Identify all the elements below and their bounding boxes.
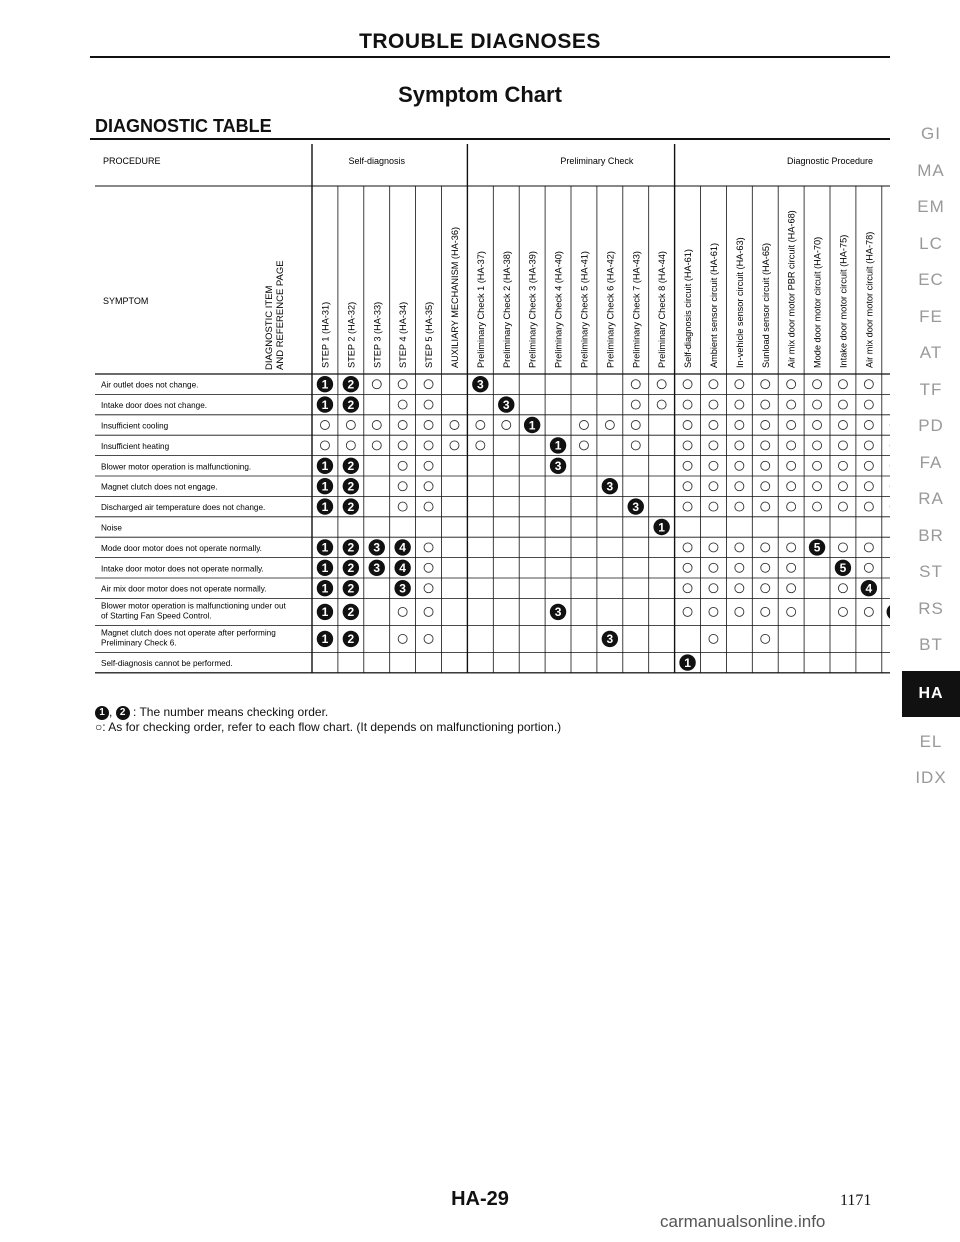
order-badge-number: 3	[502, 397, 510, 412]
circle-mark	[735, 502, 744, 511]
circle-mark	[864, 482, 873, 491]
circle-mark	[735, 421, 744, 430]
legend-order-text: : The number means checking order.	[133, 705, 329, 719]
subsection-rule	[90, 138, 890, 140]
order-badge-number: 3	[632, 499, 640, 514]
symptom-text: Air outlet does not change.	[101, 380, 199, 390]
circle-mark	[424, 563, 433, 572]
circle-mark	[424, 607, 433, 616]
circle-mark	[709, 461, 718, 470]
symptom-text: of Starting Fan Speed Control.	[101, 611, 212, 621]
order-badge-number: 1	[321, 561, 329, 576]
circle-mark	[761, 607, 770, 616]
circle-mark	[709, 563, 718, 572]
section-tab-ra[interactable]: RA	[918, 489, 944, 509]
column-label: STEP 5 (HA-35)	[424, 301, 435, 368]
circle-mark	[372, 421, 381, 430]
circle-mark	[683, 380, 692, 389]
circle-mark	[761, 634, 770, 643]
symptom-text: Blower motor operation is malfunctioning.	[101, 462, 252, 472]
column-label: Preliminary Check 2 (HA-38)	[501, 251, 512, 368]
circle-mark	[761, 543, 770, 552]
section-tab-br[interactable]: BR	[918, 525, 944, 545]
order-badge-number: 1	[321, 377, 329, 392]
circle-mark	[787, 400, 796, 409]
order-badge-number: 3	[399, 581, 406, 596]
group-header-0: Self-diagnosis	[348, 156, 406, 166]
order-badge-number: 3	[606, 632, 614, 647]
circle-mark	[683, 441, 692, 450]
legend	[95, 705, 561, 734]
order-badge-number: 1	[321, 605, 329, 620]
order-badge	[887, 604, 890, 620]
subsection-title: DIAGNOSTIC TABLE	[95, 116, 272, 136]
circle-mark	[813, 441, 822, 450]
circle-mark	[761, 380, 770, 389]
circle-mark	[735, 584, 744, 593]
column-label: Preliminary Check 6 (HA-42)	[605, 251, 616, 368]
circle-mark	[476, 441, 485, 450]
order-badge-number: 1	[528, 418, 536, 433]
circle-mark	[787, 421, 796, 430]
circle-mark	[813, 502, 822, 511]
section-tab-fa[interactable]: FA	[919, 452, 943, 472]
circle-mark	[320, 441, 329, 450]
section-tab-rs[interactable]: RS	[918, 598, 944, 618]
circle-mark	[787, 502, 796, 511]
circle-mark	[683, 461, 692, 470]
circle-mark	[864, 421, 873, 430]
circle-mark	[813, 400, 822, 409]
column-label: Preliminary Check 3 (HA-39)	[527, 251, 538, 368]
column-label: In-vehicle sensor circuit (HA-63)	[734, 237, 745, 368]
circle-mark	[787, 563, 796, 572]
circle-mark	[450, 421, 459, 430]
order-badge-number: 3	[554, 459, 562, 474]
symptom-text: Mode door motor does not operate normally.	[101, 543, 262, 553]
circle-mark	[320, 421, 329, 430]
order-badge-number: 3	[606, 479, 614, 494]
symptom-text: Blower motor operation is malfunctioning under out	[101, 601, 286, 611]
circle-mark	[579, 441, 588, 450]
section-tab-pd[interactable]: PD	[918, 416, 944, 436]
section-tab-sidebar	[902, 116, 960, 797]
circle-mark	[683, 584, 692, 593]
circle-mark	[372, 441, 381, 450]
column-label: Mode door motor circuit (HA-70)	[812, 236, 823, 368]
section-title: Symptom Chart	[398, 82, 562, 107]
legend-circle-line	[95, 720, 561, 734]
order-badge-number: 3	[373, 540, 381, 555]
order-badge-number: 4	[865, 581, 873, 596]
circle-mark	[502, 421, 511, 430]
circle-mark	[579, 421, 588, 430]
circle-mark	[761, 421, 770, 430]
circle-mark	[787, 584, 796, 593]
order-badge-number: 2	[347, 540, 355, 555]
order-badge-number: 1	[321, 632, 329, 647]
order-badge-number: 2	[347, 561, 355, 576]
circle-mark	[709, 441, 718, 450]
circle-mark	[864, 400, 873, 409]
order-badge-number: 2	[347, 581, 355, 596]
circle-mark	[787, 461, 796, 470]
circle-mark	[398, 634, 407, 643]
circle-mark	[450, 441, 459, 450]
circle-mark	[838, 400, 847, 409]
symptom-text: Intake door does not change.	[101, 401, 208, 411]
legend-circle-text: : As for checking order, refer to each flow chart. (It depends on malfunctioning portion.)	[102, 719, 562, 734]
circle-mark	[631, 380, 640, 389]
order-badge-number: 1	[554, 438, 562, 453]
circle-mark	[631, 421, 640, 430]
circle-mark	[838, 461, 847, 470]
circle-mark	[398, 607, 407, 616]
diagnostic-table-svg	[95, 144, 890, 704]
procedure-label: PROCEDURE	[103, 156, 161, 166]
circle-mark	[761, 482, 770, 491]
circle-mark	[735, 563, 744, 572]
circle-mark	[864, 441, 873, 450]
circle-mark	[424, 461, 433, 470]
circle-mark	[735, 607, 744, 616]
column-label: AUXILIARY MECHANISM (HA-36)	[449, 226, 460, 368]
circle-mark	[864, 543, 873, 552]
order-badge-number: 1	[321, 479, 329, 494]
order-badge-number: 2	[347, 632, 355, 647]
circle-mark	[813, 461, 822, 470]
circle-mark	[424, 441, 433, 450]
column-label: Preliminary Check 7 (HA-43)	[631, 251, 642, 368]
column-label: Sunload sensor circuit (HA-65)	[760, 242, 771, 368]
symptom-text: Magnet clutch does not operate after performing	[101, 628, 276, 638]
circle-mark	[683, 502, 692, 511]
order-badge-number: 3	[554, 605, 562, 620]
order-badge-number: 1	[684, 655, 691, 670]
watermark: carmanualsonline.info	[660, 1212, 826, 1231]
column-label: Self-diagnosis circuit (HA-61)	[683, 249, 694, 368]
circle-mark	[709, 400, 718, 409]
section-tab-ec[interactable]: EC	[918, 270, 944, 290]
column-label: STEP 1 (HA-31)	[320, 301, 331, 368]
column-label: Preliminary Check 4 (HA-40)	[553, 251, 564, 368]
circle-mark	[605, 421, 614, 430]
circle-mark	[787, 543, 796, 552]
circle-mark	[683, 543, 692, 552]
section-tab-el[interactable]: EL	[919, 731, 943, 751]
circle-mark	[631, 441, 640, 450]
circle-mark	[735, 543, 744, 552]
circle-mark	[709, 482, 718, 491]
circle-mark	[709, 421, 718, 430]
circle-mark	[761, 441, 770, 450]
circle-mark	[709, 380, 718, 389]
circle-mark	[683, 563, 692, 572]
section-tab-lc[interactable]: LC	[919, 233, 943, 253]
circle-mark	[709, 607, 718, 616]
circle-mark	[424, 380, 433, 389]
circle-mark	[864, 502, 873, 511]
page-header-title: TROUBLE DIAGNOSES	[359, 30, 601, 53]
section-tab-tf[interactable]: TF	[919, 379, 943, 399]
circle-mark	[398, 502, 407, 511]
circle-mark	[838, 584, 847, 593]
order-badge-number: 4	[399, 540, 406, 555]
circle-mark	[424, 400, 433, 409]
column-label: Air mix door motor circuit (HA-78)	[864, 231, 875, 368]
circle-mark	[838, 482, 847, 491]
group-header-2: Diagnostic Procedure	[786, 156, 874, 166]
circle-mark	[709, 543, 718, 552]
order-badge-number: 1	[321, 499, 329, 514]
legend-order-line: 1 , 2 : The number means checking order.	[95, 705, 561, 720]
section-tab-em[interactable]: EM	[917, 197, 945, 217]
group-header-1: Preliminary Check	[560, 156, 634, 166]
section-tab-gi[interactable]: GI	[921, 124, 941, 144]
circle-mark	[398, 461, 407, 470]
circle-mark	[787, 482, 796, 491]
circle-mark	[657, 400, 666, 409]
page-label: HA-29	[451, 1188, 509, 1210]
circle-mark	[787, 441, 796, 450]
symptom-label: SYMPTOM	[103, 296, 149, 306]
section-tab-fe[interactable]: FE	[919, 306, 943, 326]
page-index: 1171	[840, 1192, 872, 1209]
circle-mark	[424, 634, 433, 643]
circle-mark	[346, 421, 355, 430]
order-badge-number: 2	[347, 605, 355, 620]
reference-label-1: AND REFERENCE PAGE	[275, 260, 286, 370]
circle-mark	[787, 607, 796, 616]
symptom-text: Discharged air temperature does not change.	[101, 503, 266, 513]
section-tab-ha[interactable]: HA	[902, 671, 960, 717]
circle-mark	[424, 584, 433, 593]
circle-mark	[735, 441, 744, 450]
circle-mark	[761, 400, 770, 409]
symptom-text: Preliminary Check 6.	[101, 638, 177, 648]
symptom-text: Air mix door motor does not operate normally.	[101, 584, 267, 594]
circle-mark	[838, 441, 847, 450]
circle-mark	[398, 482, 407, 491]
reference-label-0: DIAGNOSTIC ITEM	[264, 285, 275, 370]
column-label: STEP 2 (HA-32)	[346, 301, 357, 368]
circle-mark	[657, 380, 666, 389]
circle-mark	[735, 380, 744, 389]
circle-mark	[372, 380, 381, 389]
order-badge-1-icon: 1	[95, 706, 109, 720]
order-badge-number: 1	[321, 397, 329, 412]
circle-mark	[787, 380, 796, 389]
circle-mark	[838, 502, 847, 511]
order-badge-number: 5	[839, 561, 847, 576]
section-tab-bt[interactable]: BT	[919, 635, 943, 655]
column-label: Ambient sensor circuit (HA-61)	[708, 242, 719, 368]
section-tab-ma[interactable]: MA	[917, 160, 945, 180]
circle-mark	[761, 461, 770, 470]
order-badge-number: 3	[477, 377, 484, 392]
circle-mark	[735, 400, 744, 409]
circle-mark	[398, 380, 407, 389]
circle-mark	[683, 421, 692, 430]
order-badge-number: 2	[347, 397, 355, 412]
circle-mark	[838, 607, 847, 616]
order-badge-number: 2	[347, 459, 355, 474]
section-tab-idx[interactable]: IDX	[915, 768, 947, 788]
circle-mark	[709, 634, 718, 643]
circle-mark	[424, 421, 433, 430]
circle-mark	[761, 563, 770, 572]
section-tab-at[interactable]: AT	[919, 343, 943, 363]
symptom-text: Insufficient cooling	[101, 421, 169, 431]
column-label: Preliminary Check 1 (HA-37)	[475, 251, 486, 368]
circle-mark	[424, 482, 433, 491]
section-tab-st[interactable]: ST	[919, 562, 943, 582]
circle-mark	[813, 421, 822, 430]
circle-mark	[838, 380, 847, 389]
column-label: Preliminary Check 5 (HA-41)	[579, 251, 590, 368]
symptom-text: Self-diagnosis cannot be performed.	[101, 659, 233, 669]
circle-mark	[864, 607, 873, 616]
symptom-text: Insufficient heating	[101, 441, 170, 451]
column-label: Air mix door motor PBR circuit (HA-68)	[786, 210, 797, 368]
column-label: STEP 3 (HA-33)	[372, 301, 383, 368]
diagnostic-table	[95, 144, 890, 709]
circle-mark	[683, 482, 692, 491]
order-badge-number: 1	[658, 520, 665, 535]
circle-mark	[735, 461, 744, 470]
circle-mark	[709, 502, 718, 511]
circle-mark	[761, 584, 770, 593]
circle-mark	[346, 441, 355, 450]
circle-mark	[683, 607, 692, 616]
column-label: Preliminary Check 8 (HA-44)	[657, 251, 668, 368]
circle-mark	[735, 482, 744, 491]
circle-mark-icon: ○	[95, 719, 103, 734]
symptom-text: Magnet clutch does not engage.	[101, 482, 218, 492]
order-badge-number: 2	[347, 499, 355, 514]
header-rule	[90, 56, 890, 58]
circle-mark	[424, 502, 433, 511]
symptom-text: Noise	[101, 523, 122, 533]
column-label: Intake door motor circuit (HA-75)	[838, 234, 849, 368]
column-label: STEP 4 (HA-34)	[398, 301, 409, 368]
order-badge-number: 2	[347, 377, 355, 392]
circle-mark	[709, 584, 718, 593]
circle-mark	[838, 421, 847, 430]
circle-mark	[761, 502, 770, 511]
circle-mark	[864, 461, 873, 470]
order-badge-number: 1	[321, 459, 329, 474]
circle-mark	[631, 400, 640, 409]
order-badge-number: 4	[399, 561, 406, 576]
symptom-text: Intake door motor does not operate normally.	[101, 564, 264, 574]
circle-mark	[864, 380, 873, 389]
order-badge-number: 3	[373, 561, 381, 576]
circle-mark	[813, 380, 822, 389]
order-badge-number: 2	[347, 479, 355, 494]
circle-mark	[424, 543, 433, 552]
order-badge-number: 1	[321, 540, 329, 555]
order-badge-number: 1	[321, 581, 329, 596]
circle-mark	[398, 441, 407, 450]
circle-mark	[683, 400, 692, 409]
order-badge-2-icon: 2	[116, 706, 130, 720]
circle-mark	[864, 563, 873, 572]
circle-mark	[813, 482, 822, 491]
circle-mark	[838, 543, 847, 552]
circle-mark	[398, 400, 407, 409]
order-badge-number: 5	[813, 540, 821, 555]
circle-mark	[398, 421, 407, 430]
circle-mark	[476, 421, 485, 430]
